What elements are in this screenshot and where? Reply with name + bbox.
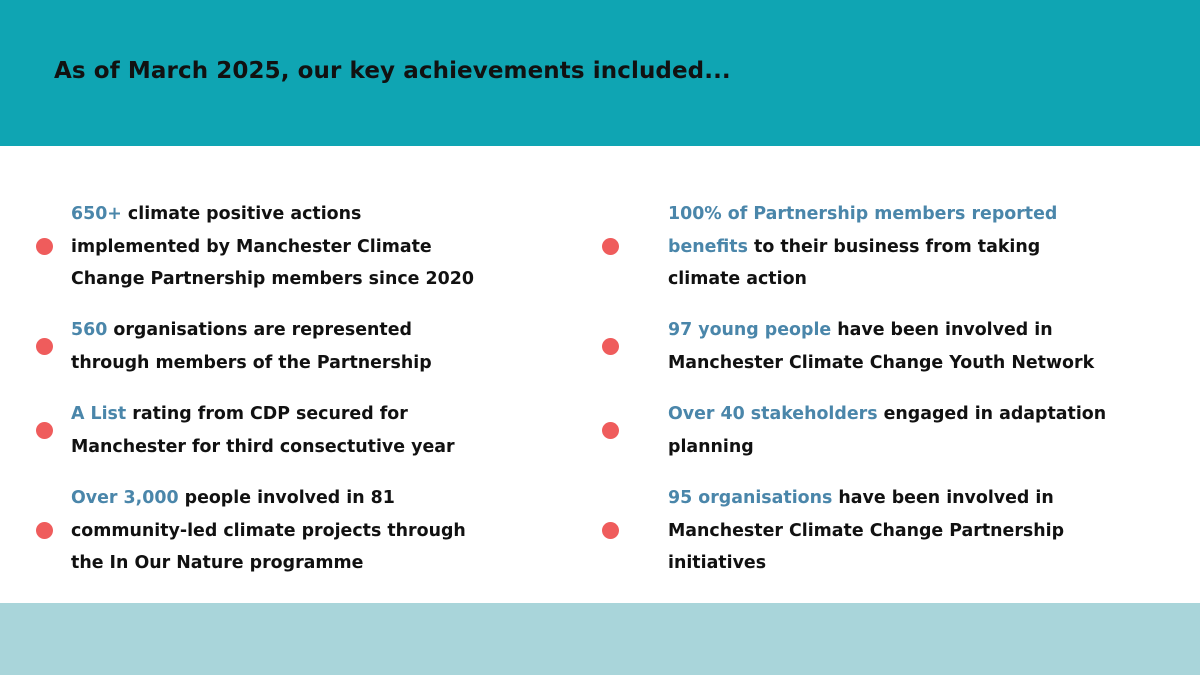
highlight-text: 650+ bbox=[71, 204, 122, 224]
header-band bbox=[0, 0, 1200, 146]
text-line bbox=[668, 231, 1057, 264]
plain-text: climate positive actions bbox=[121, 204, 362, 224]
highlight-text: benefits bbox=[668, 236, 748, 257]
achievement-text bbox=[71, 398, 455, 463]
plain-text: have been involved in bbox=[831, 320, 1053, 340]
bullet-dot-icon bbox=[36, 238, 53, 255]
bullet-dot-icon bbox=[602, 522, 619, 539]
plain-text: have been involved in bbox=[832, 488, 1054, 508]
plain-text: through members of the Partnership bbox=[71, 352, 432, 373]
plain-text: people involved in 81 bbox=[178, 488, 395, 508]
text-line bbox=[71, 314, 432, 347]
text-line bbox=[71, 482, 466, 515]
text-line bbox=[668, 398, 1106, 431]
text-line bbox=[71, 547, 466, 580]
text-line bbox=[71, 263, 474, 296]
plain-text: Manchester Climate Change Youth Network bbox=[668, 352, 1095, 373]
achievement-item bbox=[602, 482, 1064, 580]
achievement-item bbox=[36, 198, 474, 296]
achievement-text bbox=[668, 314, 1094, 379]
plain-text: organisations are represented bbox=[107, 320, 412, 340]
bullet-dot-icon bbox=[36, 422, 53, 439]
text-line bbox=[71, 398, 455, 431]
highlight-text: Over 40 stakeholders bbox=[668, 404, 878, 424]
highlight-text: Over 3,000 bbox=[71, 488, 179, 508]
achievement-text bbox=[668, 198, 1057, 296]
highlight-text: 100% of Partnership members reported bbox=[668, 204, 1058, 224]
achievement-item bbox=[36, 482, 466, 580]
plain-text: climate action bbox=[668, 269, 807, 289]
achievement-item bbox=[36, 398, 455, 463]
text-line bbox=[71, 231, 474, 264]
achievement-item bbox=[602, 398, 1106, 463]
achievement-text bbox=[71, 482, 466, 580]
text-line bbox=[668, 547, 1064, 580]
bullet-dot-icon bbox=[36, 338, 53, 355]
text-line bbox=[668, 515, 1064, 548]
highlight-text: A List bbox=[71, 404, 127, 424]
achievement-text bbox=[668, 482, 1064, 580]
achievement-item bbox=[602, 198, 1057, 296]
plain-text: Manchester for third consectutive year bbox=[71, 436, 455, 457]
plain-text: to their business from taking bbox=[747, 236, 1041, 257]
achievement-text bbox=[71, 314, 432, 379]
text-line bbox=[668, 314, 1094, 347]
plain-text: implemented by Manchester Climate bbox=[71, 236, 432, 257]
text-line bbox=[668, 482, 1064, 515]
achievement-item bbox=[36, 314, 432, 379]
bullet-dot-icon bbox=[602, 238, 619, 255]
text-line bbox=[71, 515, 466, 548]
highlight-text: 97 young people bbox=[668, 320, 832, 340]
plain-text: planning bbox=[668, 436, 754, 457]
text-line bbox=[668, 347, 1094, 380]
bullet-dot-icon bbox=[36, 522, 53, 539]
text-line bbox=[71, 198, 474, 231]
text-line bbox=[668, 263, 1057, 296]
text-line bbox=[668, 431, 1106, 464]
plain-text: the In Our Nature programme bbox=[71, 553, 364, 573]
bullet-dot-icon bbox=[602, 422, 619, 439]
plain-text: community-led climate projects through bbox=[71, 520, 466, 541]
highlight-text: 95 organisations bbox=[668, 488, 833, 508]
plain-text: initiatives bbox=[668, 553, 767, 573]
page-title: As of March 2025, our key achievements included... bbox=[54, 58, 731, 84]
plain-text: rating from CDP secured for bbox=[126, 404, 408, 424]
footer-band bbox=[0, 603, 1200, 675]
highlight-text: 560 bbox=[71, 320, 108, 340]
bullet-dot-icon bbox=[602, 338, 619, 355]
plain-text: Manchester Climate Change Partnership bbox=[668, 520, 1065, 541]
text-line bbox=[71, 347, 432, 380]
plain-text: Change Partnership members since 2020 bbox=[71, 269, 474, 289]
achievement-text bbox=[71, 198, 474, 296]
text-line bbox=[71, 431, 455, 464]
achievement-text bbox=[668, 398, 1106, 463]
plain-text: engaged in adaptation bbox=[877, 404, 1107, 424]
text-line bbox=[668, 198, 1057, 231]
achievement-item bbox=[602, 314, 1094, 379]
